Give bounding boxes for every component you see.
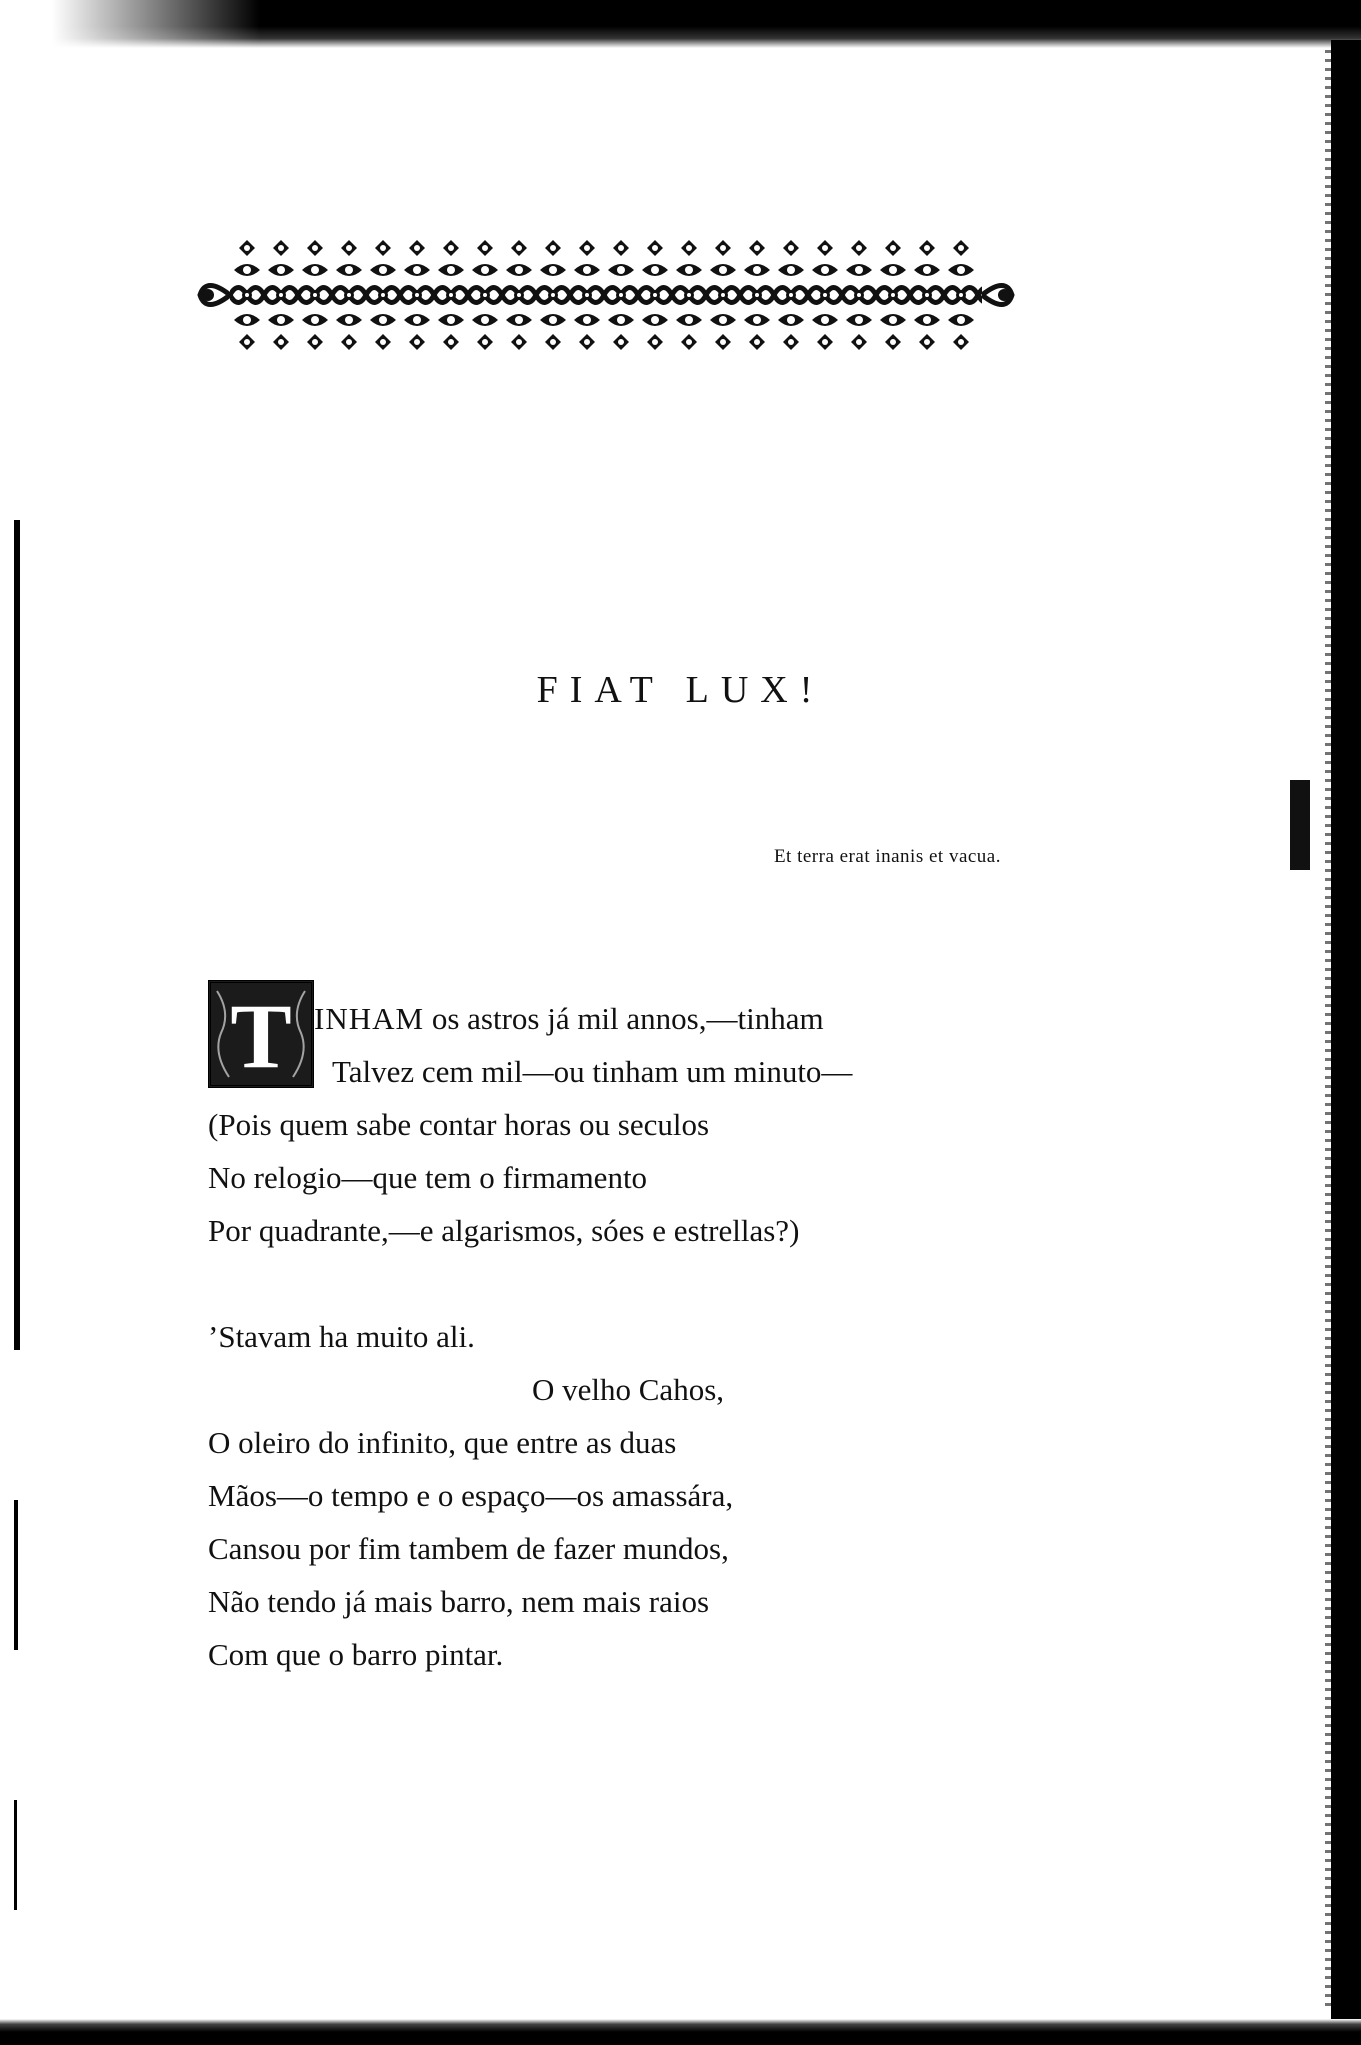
poem-line: No relogio—que tem o firmamento (208, 1160, 648, 1195)
poem-line: Cansou por fim tambem de fazer mundos, (208, 1531, 729, 1566)
scan-edge-top-fade (0, 0, 260, 48)
scan-edge-left-upper (14, 520, 20, 1350)
scan-edge-bottom (0, 2019, 1361, 2045)
poem-line: O velho Cahos, (532, 1372, 725, 1407)
poem-line: Não tendo já mais barro, nem mais raios (208, 1584, 710, 1619)
poem-line: ’Stavam ha muito ali. (208, 1319, 475, 1354)
header-ornament (196, 236, 1016, 354)
poem-title: FIAT LUX! (536, 669, 825, 711)
stanza-break (208, 1257, 852, 1310)
poem-line (208, 992, 852, 1045)
poem-line: O oleiro do infinito, que entre as duas (208, 1425, 677, 1460)
scan-edge-right-grain (1325, 50, 1331, 2010)
poem-line: Talvez cem mil—ou tinham um minuto— (332, 1054, 853, 1089)
poem-line: Mãos—o tempo e o espaço—os amassára, (208, 1478, 734, 1513)
first-word-rest: INHAM (314, 1001, 425, 1036)
scan-edge-left-lower (14, 1800, 17, 1910)
scan-edge-right (1331, 40, 1361, 2045)
poem-line: Por quadrante,—e algarismos, sóes e estrellas?) (208, 1213, 800, 1248)
epigraph: Et terra erat inanis et vacua. (773, 846, 1001, 867)
poem-body (208, 992, 852, 1681)
poem-line: (Pois quem sabe contar horas ou seculos (208, 1107, 710, 1142)
poem-line-text: os astros já mil annos,—tinham (431, 1001, 824, 1036)
scan-edge-left-middle (14, 1500, 18, 1650)
scan-mark-right (1290, 780, 1310, 870)
drop-cap-letter: T (230, 985, 292, 1085)
poem-line: Com que o barro pintar. (208, 1637, 504, 1672)
